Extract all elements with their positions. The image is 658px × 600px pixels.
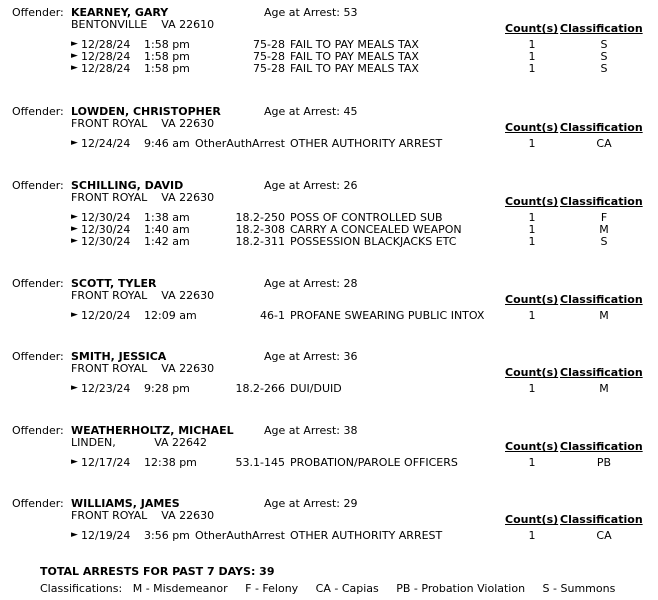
charge-date: 12/24/24 <box>81 137 131 150</box>
charge-code: 18.2-266 <box>235 382 285 395</box>
charge-description: DUI/DUID <box>290 382 342 395</box>
charge-classification: CA <box>596 137 612 150</box>
classification-header: Classification <box>560 293 643 306</box>
charge-code: OtherAuthArrest <box>195 529 285 542</box>
charge-time: 1:42 am <box>144 235 190 248</box>
arrow-icon: ► <box>71 457 78 467</box>
charge-row <box>0 137 658 149</box>
offender-label: Offender: <box>12 424 64 437</box>
charge-classification: S <box>600 235 608 248</box>
offender-name: KEARNEY, GARY <box>71 6 169 19</box>
offender-block <box>0 105 658 185</box>
charge-time: 1:40 am <box>144 223 190 236</box>
charge-time: 3:56 pm <box>144 529 190 542</box>
offender-label: Offender: <box>12 6 64 19</box>
arrow-icon: ► <box>71 383 78 393</box>
age-at-arrest <box>264 6 357 19</box>
age-label: Age at Arrest: <box>264 105 340 118</box>
offender-block <box>0 350 658 430</box>
charge-date: 12/17/24 <box>81 456 131 469</box>
offender-label: Offender: <box>12 350 64 363</box>
charge-description: OTHER AUTHORITY ARREST <box>290 137 443 150</box>
offender-label: Offender: <box>12 277 64 290</box>
charge-code: 46-1 <box>260 309 285 322</box>
age-label: Age at Arrest: <box>264 6 340 19</box>
age-label: Age at Arrest: <box>264 424 340 437</box>
charge-code: 75-28 <box>253 50 285 63</box>
age-label: Age at Arrest: <box>264 350 340 363</box>
age-value: 38 <box>343 424 358 437</box>
charge-row <box>0 38 658 50</box>
charge-classification: M <box>599 223 609 236</box>
offender-name: WILLIAMS, JAMES <box>71 497 180 510</box>
charge-classification: S <box>600 50 608 63</box>
charge-date: 12/30/24 <box>81 223 131 236</box>
arrow-icon: ► <box>71 63 78 73</box>
charge-row <box>0 223 658 235</box>
charge-classification: F <box>600 211 608 224</box>
age-at-arrest <box>264 497 357 510</box>
age-label: Age at Arrest: <box>264 277 340 290</box>
charge-count: 1 <box>528 235 536 248</box>
charge-time: 9:28 pm <box>144 382 190 395</box>
charge-date: 12/30/24 <box>81 211 131 224</box>
classification-header: Classification <box>560 366 643 379</box>
charge-classification: M <box>599 309 609 322</box>
age-value: 26 <box>343 179 358 192</box>
offender-name: SCHILLING, DAVID <box>71 179 184 192</box>
offender-name: LOWDEN, CHRISTOPHER <box>71 105 221 118</box>
charge-date: 12/28/24 <box>81 50 131 63</box>
charge-description: FAIL TO PAY MEALS TAX <box>290 38 419 51</box>
charge-time: 1:38 am <box>144 211 190 224</box>
arrow-icon: ► <box>71 51 78 61</box>
offender-label: Offender: <box>12 497 64 510</box>
age-at-arrest <box>264 179 357 192</box>
arrow-icon: ► <box>71 138 78 148</box>
classification-header: Classification <box>560 22 643 35</box>
charge-count: 1 <box>528 223 536 236</box>
count-header: Count(s) <box>505 513 559 526</box>
charge-description: FAIL TO PAY MEALS TAX <box>290 50 419 63</box>
charge-code: 75-28 <box>253 38 285 51</box>
charge-classification: M <box>599 382 609 395</box>
total-arrests: TOTAL ARRESTS FOR PAST 7 DAYS: 39 <box>40 565 275 578</box>
offender-address: FRONT ROYAL VA 22630 <box>71 191 215 204</box>
charge-count: 1 <box>528 529 536 542</box>
count-header: Count(s) <box>505 195 559 208</box>
charge-row <box>0 529 658 541</box>
offender-address: FRONT ROYAL VA 22630 <box>71 362 215 375</box>
age-value: 45 <box>343 105 358 118</box>
age-value: 29 <box>343 497 358 510</box>
charge-code: 18.2-308 <box>235 223 285 236</box>
offender-address: FRONT ROYAL VA 22630 <box>71 509 215 522</box>
charge-date: 12/30/24 <box>81 235 131 248</box>
charge-classification: S <box>600 62 608 75</box>
charge-count: 1 <box>528 62 536 75</box>
classification-header: Classification <box>560 513 643 526</box>
charge-time: 1:58 pm <box>144 50 190 63</box>
charge-row <box>0 62 658 74</box>
age-at-arrest <box>264 105 357 118</box>
offender-label: Offender: <box>12 105 64 118</box>
offender-block <box>0 277 658 357</box>
charge-time: 12:38 pm <box>144 456 197 469</box>
charge-description: POSS OF CONTROLLED SUB <box>290 211 443 224</box>
charge-description: OTHER AUTHORITY ARREST <box>290 529 443 542</box>
count-header: Count(s) <box>505 366 559 379</box>
offender-address: FRONT ROYAL VA 22630 <box>71 117 215 130</box>
arrow-icon: ► <box>71 212 78 222</box>
charge-code: OtherAuthArrest <box>195 137 285 150</box>
offender-label: Offender: <box>12 179 64 192</box>
charge-description: POSSESSION BLACKJACKS ETC <box>290 235 457 248</box>
count-header: Count(s) <box>505 440 559 453</box>
offender-block <box>0 424 658 504</box>
age-label: Age at Arrest: <box>264 497 340 510</box>
count-header: Count(s) <box>505 121 559 134</box>
charge-count: 1 <box>528 382 536 395</box>
charge-row <box>0 235 658 247</box>
charge-time: 1:58 pm <box>144 38 190 51</box>
age-value: 28 <box>343 277 358 290</box>
count-header: Count(s) <box>505 293 559 306</box>
charge-date: 12/19/24 <box>81 529 131 542</box>
offender-address: FRONT ROYAL VA 22630 <box>71 289 215 302</box>
charge-count: 1 <box>528 456 536 469</box>
arrow-icon: ► <box>71 39 78 49</box>
charge-description: PROBATION/PAROLE OFFICERS <box>290 456 458 469</box>
offender-address: LINDEN, VA 22642 <box>71 436 208 449</box>
charge-classification: CA <box>596 529 612 542</box>
charge-time: 9:46 am <box>144 137 190 150</box>
offender-block <box>0 179 658 259</box>
arrow-icon: ► <box>71 310 78 320</box>
offender-name: WEATHERHOLTZ, MICHAEL <box>71 424 234 437</box>
charge-description: CARRY A CONCEALED WEAPON <box>290 223 462 236</box>
arrow-icon: ► <box>71 530 78 540</box>
classification-header: Classification <box>560 195 643 208</box>
charge-count: 1 <box>528 211 536 224</box>
arrow-icon: ► <box>71 224 78 234</box>
charge-code: 18.2-311 <box>235 235 285 248</box>
age-at-arrest <box>264 350 357 363</box>
charge-count: 1 <box>528 309 536 322</box>
charge-time: 1:58 pm <box>144 62 190 75</box>
charge-date: 12/28/24 <box>81 62 131 75</box>
charge-classification: S <box>600 38 608 51</box>
charge-description: FAIL TO PAY MEALS TAX <box>290 62 419 75</box>
charge-classification: PB <box>596 456 612 469</box>
offender-name: SCOTT, TYLER <box>71 277 157 290</box>
charge-count: 1 <box>528 38 536 51</box>
age-label: Age at Arrest: <box>264 179 340 192</box>
charge-row <box>0 309 658 321</box>
charge-code: 18.2-250 <box>235 211 285 224</box>
charge-time: 12:09 am <box>144 309 197 322</box>
offender-block <box>0 6 658 86</box>
charge-code: 75-28 <box>253 62 285 75</box>
charge-row <box>0 50 658 62</box>
count-header: Count(s) <box>505 22 559 35</box>
charge-count: 1 <box>528 137 536 150</box>
age-at-arrest <box>264 277 357 290</box>
classification-header: Classification <box>560 121 643 134</box>
charge-description: PROFANE SWEARING PUBLIC INTOX <box>290 309 485 322</box>
charge-date: 12/28/24 <box>81 38 131 51</box>
charge-row <box>0 211 658 223</box>
charge-date: 12/20/24 <box>81 309 131 322</box>
arrow-icon: ► <box>71 236 78 246</box>
classification-header: Classification <box>560 440 643 453</box>
charge-code: 53.1-145 <box>235 456 285 469</box>
age-value: 36 <box>343 350 358 363</box>
classification-legend: Classifications: M - Misdemeanor F - Felony CA - Capias PB - Probation Violation S - Summons <box>40 582 616 595</box>
age-value: 53 <box>343 6 358 19</box>
offender-address: BENTONVILLE VA 22610 <box>71 18 215 31</box>
charge-row <box>0 382 658 394</box>
charge-row <box>0 456 658 468</box>
charge-count: 1 <box>528 50 536 63</box>
offender-name: SMITH, JESSICA <box>71 350 167 363</box>
age-at-arrest <box>264 424 357 437</box>
charge-date: 12/23/24 <box>81 382 131 395</box>
